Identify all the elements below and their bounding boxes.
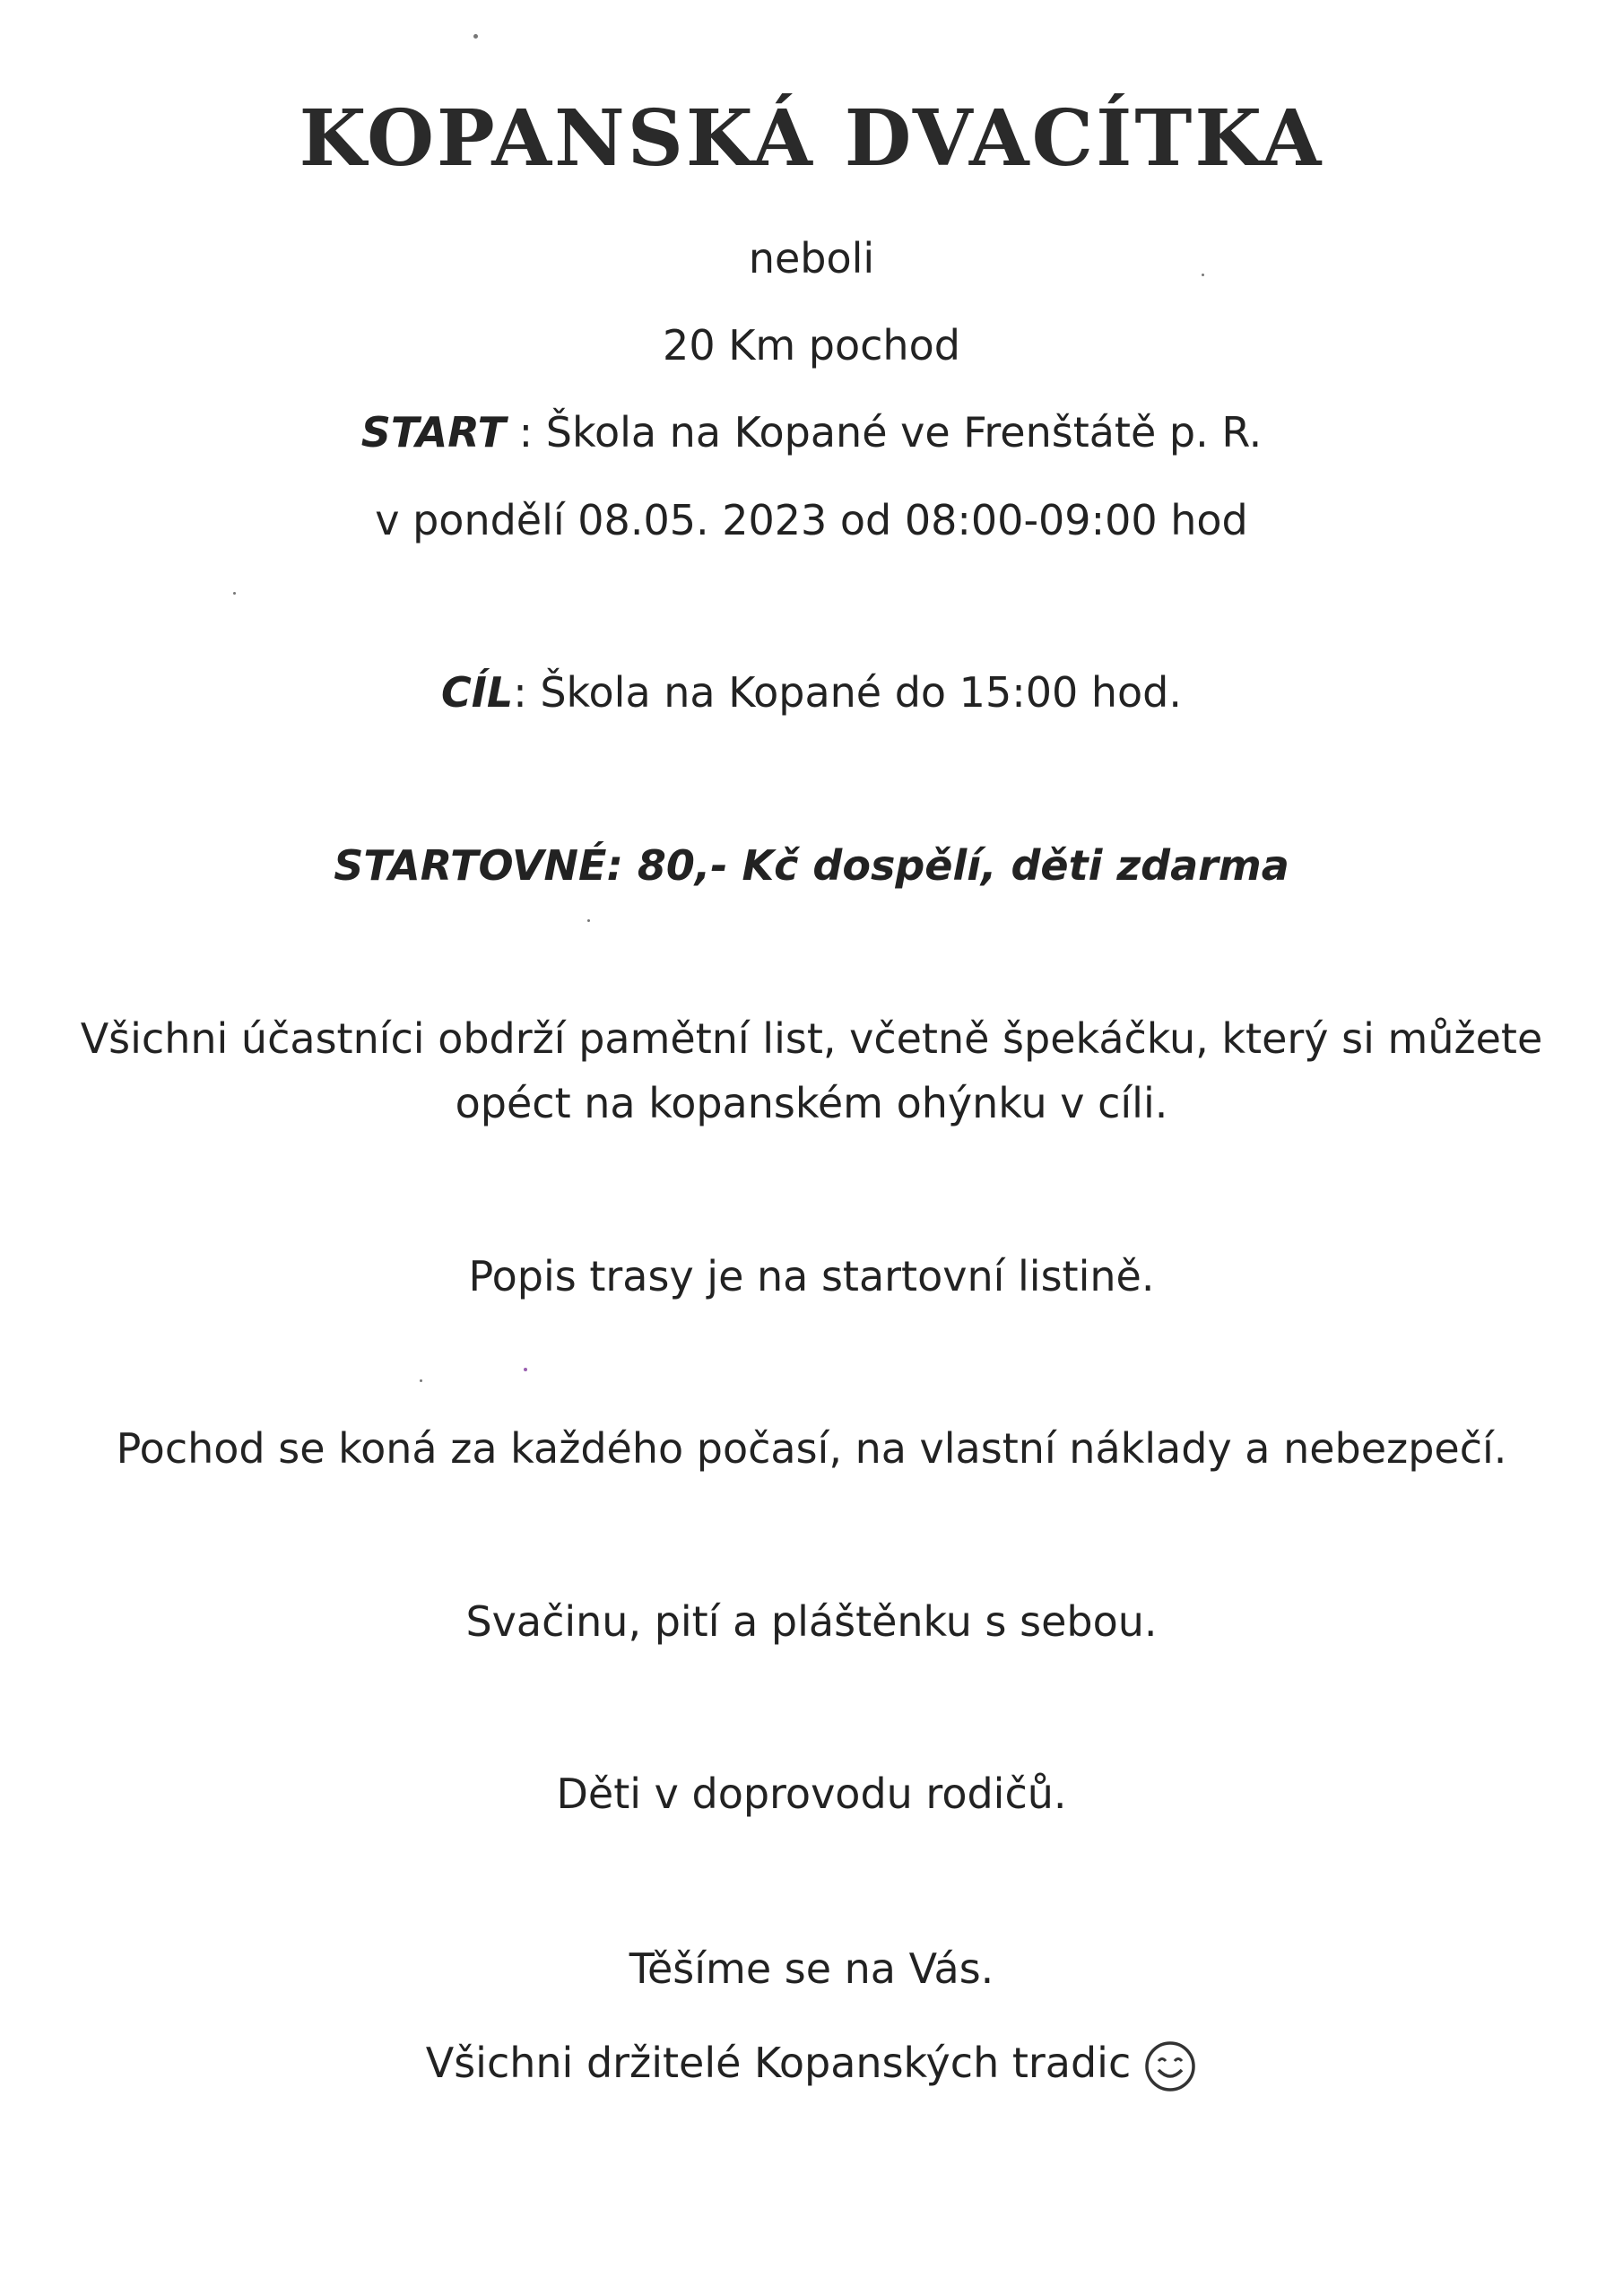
distance-line: 20 Km pochod — [663, 321, 960, 370]
finish-label: CÍL — [441, 668, 514, 717]
start-line — [0, 405, 1623, 459]
smiley-face-icon — [1143, 2039, 1197, 2093]
participants-line-1: Všichni účastníci obdrží pamětní list, včetně špekáčku, který si můžete — [80, 1014, 1543, 1063]
finish-separator: : — [513, 668, 541, 717]
date-line: v pondělí 08.05. 2023 od 08:00-09:00 hod — [375, 496, 1248, 544]
start-label: START — [360, 408, 506, 457]
signature-line — [0, 2036, 1623, 2093]
scan-speck — [524, 1368, 527, 1371]
weather-line: Pochod se koná za každého počasí, na vlastní náklady a nebezpečí. — [116, 1424, 1507, 1473]
scan-speck — [420, 1379, 422, 1382]
start-location: Škola na Kopané ve Frenštátě p. R. — [545, 408, 1263, 457]
scan-speck — [587, 919, 590, 922]
fee-line: STARTOVNÉ: 80,- Kč dospělí, děti zdarma — [334, 841, 1289, 890]
route-line: Popis trasy je na startovní listině. — [468, 1252, 1155, 1300]
page-title: KOPANSKÁ DVACÍTKA — [299, 93, 1324, 184]
scan-speck — [1202, 274, 1204, 276]
greeting-line: Těšíme se na Vás. — [629, 1944, 994, 1993]
start-separator: : — [506, 408, 546, 457]
scan-speck — [233, 592, 236, 595]
scan-speck — [473, 34, 478, 39]
signature-text: Všichni držitelé Kopanských tradic — [425, 2039, 1132, 2087]
finish-location: Škola na Kopané do 15:00 hod. — [540, 668, 1182, 717]
subtitle: neboli — [748, 234, 875, 283]
children-line: Děti v doprovodu rodičů. — [556, 1770, 1067, 1818]
finish-line — [0, 665, 1623, 719]
participants-line-2: opéct na kopanském ohýnku v cíli. — [455, 1079, 1168, 1127]
snack-line: Svačinu, pití a pláštěnku s sebou. — [465, 1597, 1158, 1646]
